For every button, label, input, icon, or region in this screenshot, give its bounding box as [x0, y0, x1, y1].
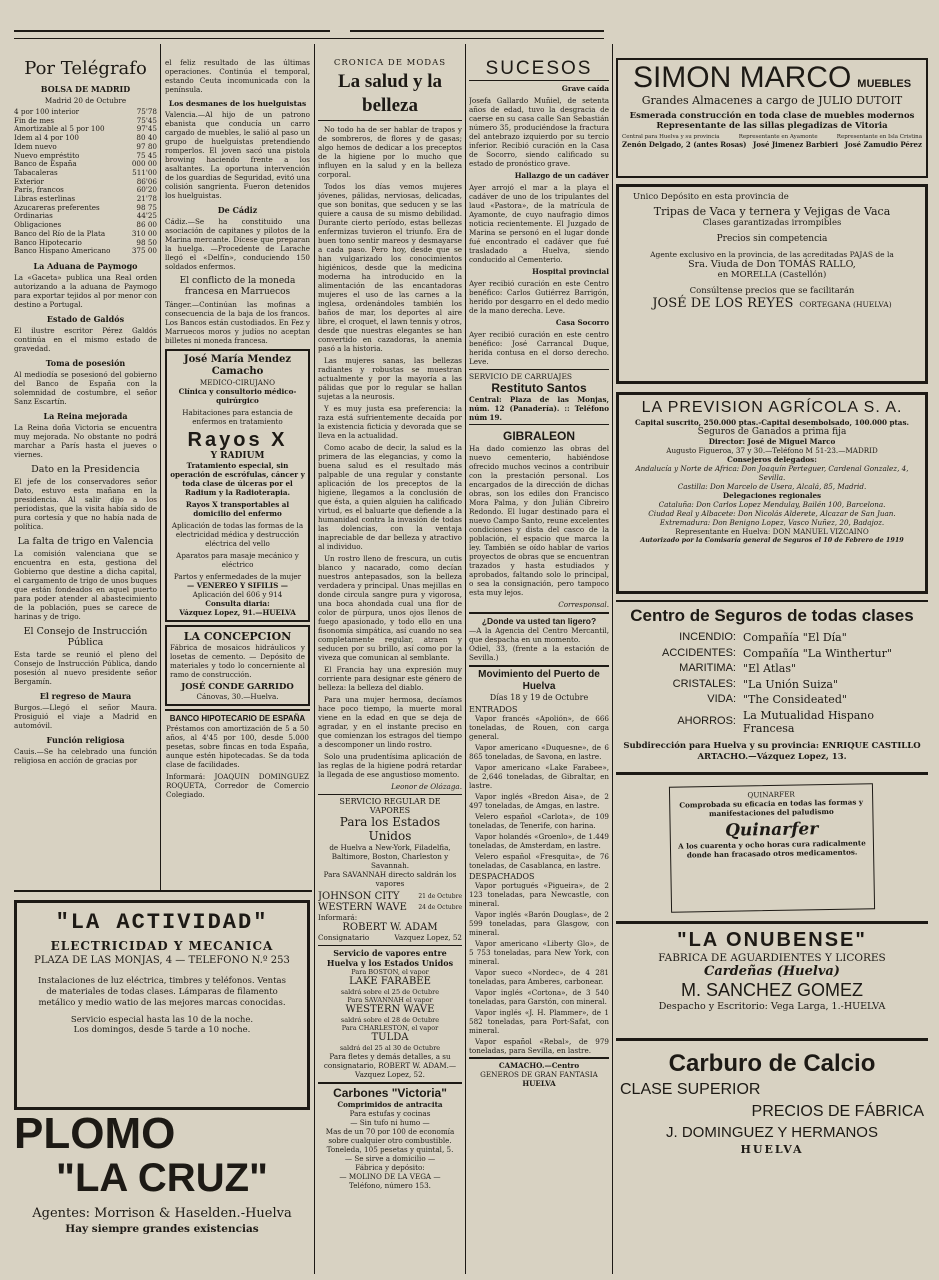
bolsa-label: París, francos [14, 185, 64, 195]
ad-line: Augusto Figueroa, 37 y 30.—Teléfono M 51-23.—MADRID [666, 446, 878, 455]
column-cronica [318, 58, 462, 1278]
signature: Corresponsal. [558, 600, 609, 609]
bolsa-value: 375 00 [131, 246, 157, 256]
bolsa-label: Libras esterlinas [14, 194, 76, 204]
ad-line: —A la Agencia del Centro Mercantil, que despacha en un momento. [469, 626, 609, 644]
port-entry: Vapor francés «Apolión», de 666 toneladas, de Rouen, con carga general. [469, 714, 609, 741]
ad-title: Centro de Seguros de todas clases [630, 606, 914, 625]
bolsa-table [14, 108, 157, 256]
bolsa-label: Exterior [14, 176, 44, 186]
bolsa-label: Idem al 4 por 100 [14, 133, 79, 143]
ad-line: Precios sin competencia [716, 234, 828, 244]
bolsa-label: Idem nuevo [14, 141, 57, 151]
paragraph: Tánger.—Continúan las mofinas a consecuencia de la baja de los francos. Los Bancos están custodiados. En Fez y Marruecos moros y judíos no aceptan billetes ni moneda francesa. [165, 300, 310, 345]
agent-role: Consignatario [318, 933, 370, 942]
ad-line: Partos y enfermedades de la mujer [173, 572, 302, 581]
headline: El Consejo de Instrucción Pública [23, 625, 148, 648]
sub-head: ENTRADOS [469, 705, 518, 714]
ad-title: "LA ACTIVIDAD" [55, 910, 269, 935]
ad-line: Extremadura: Don Benigno Lopez, Vasco Nuñez, 20, Badajoz. [659, 518, 885, 527]
ad-name: J. DOMINGUEZ Y HERMANOS [666, 1124, 878, 1141]
headline: GIBRALEON [503, 429, 575, 443]
ad-big-sub: Y RADIUM [210, 451, 265, 461]
col-divider-2 [314, 44, 315, 1274]
ship-line: Para SAVANNAH el vapor [347, 996, 433, 1004]
bolsa-value: 97'45 [136, 124, 157, 134]
ship-list [318, 968, 462, 1052]
bolsa-label: Ordinarias [14, 211, 53, 221]
article-body [318, 125, 462, 779]
top-rule [14, 30, 330, 32]
ship-name: WESTERN WAVE [318, 902, 407, 913]
agent-name: ROBERT W. ADAM [342, 922, 438, 933]
insurance-company: Compañía "La Winthertur" [743, 646, 892, 660]
bolsa-value: 98 75 [136, 202, 157, 212]
bolsa-label: Banco Hispano Americano [14, 246, 111, 256]
paragraph: Ayer arrojó el mar a la playa el cadáver de uno de los tripulantes del laud «Pastora», de la matrícula de Ayamonte, de cuyo naufragio dimos noticia recientemente. El Juzgado de Marina se personó en el lugar donde fué encontrado el cadáver que fué trasladado a Huelva, siendo conducido al Cementerio. [469, 183, 609, 264]
ad-title: Carbones "Victoria" [333, 1086, 447, 1100]
headline: Grave caída [561, 84, 609, 93]
ad-line: Subdirección para Huelva y su provincia: ENRIQUE CASTILLO ARTACHO.—Vázquez Lopez, 13. [623, 740, 921, 762]
insurance-row [622, 692, 922, 708]
ship-line: TULDA [371, 1032, 409, 1043]
ad-line: Los domingos, desde 5 tarde a 10 noche. [73, 1025, 251, 1035]
ad-centro-mercantil [469, 612, 609, 662]
bolsa-value: 44'25 [136, 211, 157, 221]
column-sucesos [469, 58, 609, 1278]
insurance-company: "La Unión Suiza" [743, 677, 839, 691]
paragraph: La comisión valenciana que se encuentra en esta, gestiona del Gobierno que destine a dicha capital, el cargamento de trigo de unos buques que están fondeados en aquel puerto para poder atender al abastecimiento de la población, pues se carece de harinas y de trigo. [14, 548, 157, 621]
ad-carburo [616, 1047, 928, 1177]
ad-address: Despacho y Escritorio: Vega Larga, 1.-HUELVA [658, 1001, 886, 1012]
paragraph: Ayer recibió curación en este Centro benéfico: Carlos Gutiérrez Barrigón, herido por desgarro en el dedo medio de la mano derecha. Leve. [469, 279, 609, 315]
ad-line: Representante de las sillas plegadizas de Vitoria [656, 121, 888, 131]
headline: Casa Socorro [555, 318, 609, 327]
port-entry: Vapor portugués «Pigueira», de 2 123 toneladas, para Newcastle, con mineral. [469, 881, 609, 908]
ad-line: Préstamos con amortización de 5 a 50 años, al 4'45 por 100, desde 5.000 pesetas, sobre fincas en toda España, aunque estén hipotecadas. Se da toda clase de facilidades. [166, 724, 309, 769]
port-entry: Vapor español «Rebal», de 979 toneladas, para Sevilla, en lastre. [469, 1037, 609, 1055]
ad-line: Hay siempre grandes existencias [65, 1223, 259, 1235]
ad-side: MUEBLES [857, 78, 912, 90]
insurance-row [622, 677, 922, 693]
bolsa-value: 98 50 [136, 237, 157, 247]
ad-line: ELECTRICIDAD Y MECANICA [50, 939, 274, 953]
ad-line: Fábrica de mosaicos hidráulicos y losetas de cemento. — Depósito de materiales y todo lo concerniente al ramo de construcción. [170, 643, 305, 679]
ship-line: saldrá del 25 al 30 de Octubre [339, 1044, 441, 1052]
ad-line: Castilla: Don Marcelo de Usera, Alcalá, 85, Madrid. [677, 482, 867, 491]
bolsa-label: Azucareras preferentes [14, 202, 100, 212]
paragraph: Solo una prudentísima aplicación de las reglas de la higiene podrá retardar la llegada de ese angustioso momento. [318, 752, 462, 779]
ad-line: Ciudad Real y Albacete: Don Nicolás Alderete, Alcazar de San Juan. [648, 509, 896, 518]
ad-line: de Huelva a New-York, Filadelfia, Baltimore, Boston, Charleston y Savannah. [329, 843, 451, 870]
rep-name: José Zamudio Pérez [844, 140, 922, 149]
paragraph: La «Gaceta» publica una Real orden autorizando a la aduana de Paymogo para exportar tejidos al por menor con destino a Portugal. [14, 272, 157, 309]
ad-line: Informará: JOAQUIN DOMINGUEZ ROQUETA, Corredor de Comercio Colegiado. [166, 772, 309, 799]
ad-title: SIMON MARCO [632, 61, 852, 94]
puerto-section [469, 665, 609, 1055]
top-rule-3 [14, 38, 604, 39]
ship-line: WESTERN WAVE [345, 1004, 435, 1015]
bottom-rule [14, 890, 312, 892]
bolsa-value: 310 00 [131, 228, 157, 238]
ad-line: Delegaciones regionales [722, 491, 822, 500]
ship-name: JOHNSON CITY [318, 891, 400, 902]
ad-carruajes [469, 369, 609, 425]
ad-tripas [616, 184, 928, 384]
ad-title: LA PREVISION AGRÍCOLA S. A. [641, 399, 903, 416]
ad-line: — MOLINO DE LA VEGA — [339, 1172, 441, 1181]
ship-line: Para CHARLESTON, el vapor [341, 1024, 439, 1032]
ad-line: Sra. Viuda de Don TOMÁS RALLO, [688, 259, 856, 270]
bolsa-label: Banco de España [14, 159, 77, 169]
paragraph: Todos los días vemos mujeres jóvenes, pálidas, nerviosas, delicadas, que son bonitas, que seducen y se las quiere a causa de su mismo debilidad. Durante cierto período, estas bellezas enfermizas tuvieron el triunfo. Era de buen tono sentir mareos y desmayarse a cada paso. Pero hoy, desde que se han vulgarizado los conocimientos higiénicos, desde que la medicina moderna ha introducido en la alimentación de las encantadoras mujeres el uso de las carnes a la inglesa, ordenándoles también los baños de mar, los deportes al aire libre, el croquet, el lawn tennis y otros, desde que nuestras elegantes se han convertido en cazadoras, la anemia pasó a la historia. [318, 182, 462, 353]
paragraph: Cauis.—Se ha celebrado una función religiosa en acción de gracias por [14, 746, 157, 765]
ad-line: Toneleda, 105 pesetas y quintal, 5. [326, 1145, 454, 1154]
paragraph: Y es muy justa esa preferencia: la raza está sufrientemente decaída por la existencia ficticia y devorada que se lleva en la actualidad. [318, 404, 462, 440]
ad-line: PRECIOS DE FÁBRICA [751, 1103, 924, 1120]
ad-line: Consúltense precios que se facilitarán [689, 286, 855, 296]
headline: Dato en la Presidencia [31, 463, 140, 475]
paragraph: Esta tarde se reunió el pleno del Consejo de Instrucción Pública, dando posesión al nuevo presidente señor Bergamín. [14, 649, 157, 686]
headline: Toma de posesión [45, 357, 126, 368]
col-divider-4 [612, 44, 613, 1274]
ad-name: JOSÉ DE LOS REYES [652, 296, 794, 311]
ad-camacho [469, 1057, 609, 1088]
insurance-type: MARITIMA: [679, 662, 736, 674]
signature: Leonor de Olózaga. [391, 782, 462, 791]
insurance-company: La Mutualidad Hispano Francesa [743, 708, 875, 735]
ad-simon-marco [616, 58, 928, 178]
paragraph: Al mediodía se posesionó del gobierno del Banco de España con la solemnidad de costumbre, el señor Sanz Escartín. [14, 369, 157, 406]
bolsa-label: 4 por 100 interior [14, 107, 80, 116]
ad-title: LA CONCEPCION [183, 630, 292, 643]
section-title: Por Telégrafo [24, 58, 147, 79]
insurance-type: INCENDIO: [679, 631, 736, 643]
ad-line: Aparatos para masaje mecánico y eléctrico [176, 551, 299, 569]
ad-title: "LA ONUBENSE" [677, 929, 867, 951]
col-divider-3 [465, 44, 466, 1274]
ad-line: Para fletes y demás detalles, a su consignatario, ROBERT W. ADAM.—Vazquez Lopez, 52. [323, 1052, 457, 1079]
ad-title: Tripas de Vaca y ternera y Vejigas de Vaca [653, 205, 891, 218]
ad-title-2: "LA CRUZ" [56, 1156, 268, 1200]
ad-city: HUELVA [740, 1143, 804, 1156]
entries-list [469, 714, 609, 870]
ad-line: Capital suscrito, 250.000 ptas.-Capital desembolsado, 100.000 ptas. [634, 418, 910, 427]
paragraph: El ilustre escritor Pérez Galdós continúa en el mismo estado de gravedad. [14, 325, 157, 353]
port-entry: Vapor inglés «Bredon Aisa», de 2 497 toneladas, de Amgas, en lastre. [469, 792, 609, 810]
port-entry: Vapor sueco «Nordec», de 4 281 toneladas, para Amberes, carbonear. [469, 968, 609, 986]
ad-line: Agentes: Morrison & Haselden.-Huelva [32, 1206, 292, 1221]
port-entry: Velero español «Carlota», de 109 toneladas, de Tenerife, con harina. [469, 812, 609, 830]
ad-line: Tratamiento especial, sin operación de escrófulas, cáncer y toda clase de úlceras por el Radium y la Radioterapia. [170, 461, 305, 497]
bolsa-label: Amortizable al 5 por 100 [14, 124, 105, 134]
headline: Hallazgo de un cadáver [514, 171, 609, 180]
bolsa-value: 86'06 [136, 176, 157, 186]
paragraph: La Reina doña Victoria se encuentra muy mejorada. No obstante no podrá marchar a París hasta el jueves o viernes. [14, 422, 157, 459]
ad-name-row [633, 296, 911, 311]
article-title: La salud y la belleza [318, 70, 462, 121]
ship-date: 24 de Octubre [418, 904, 462, 911]
ad-line: Rayos X transportables al domicilio del enfermo [185, 500, 290, 518]
ad-line: Consejeros delegados: [727, 455, 817, 464]
ship-line: saldrá sobre el 28 de Octubre [340, 1016, 440, 1024]
paragraph: Ayer recibió curación en este centro benéfico: José Carrancal Duque, herida contusa en el dorso derecho. Leve. [469, 330, 609, 366]
ad-line: Aplicación de todas las formas de la electricidad médica y destrucción eléctrica del vello [171, 521, 304, 548]
column-news-2 [165, 58, 310, 890]
ad-centro-seguros [616, 600, 928, 775]
ad-mendez-camacho [165, 349, 310, 622]
bolsa-label: Banco Hipotecario [14, 237, 82, 247]
insurance-type: ACCIDENTES: [662, 646, 736, 659]
paragraph: Como acabo de decir, la salud es la primera de las elegancias, y como la buena salud es el resultado más palpable de una regular y constante aplicación de los preceptos de la higiene, llegamos a la conclusión de que ésta, a quien alguien ha calificado virtud, es el baluarte que defiende a la humanidad contra la invasión de todas las dolencias, con la ventaja inapreciable de dar belleza y atractivo al individuo. [318, 443, 462, 551]
ad-head: SERVICIO REGULAR DE VAPORES [339, 797, 441, 815]
insurance-type: VIDA: [707, 693, 736, 705]
bolsa-date: Madrid 20 de Octubre [44, 96, 127, 105]
column-telegrafo [14, 58, 157, 890]
port-entry: Vapor americano «Liberty Glo», de 5 753 toneladas, para New York, con mineral. [469, 939, 609, 966]
headline: La Aduana de Paymogo [33, 260, 138, 271]
ad-plomo-la-cruz [14, 1112, 310, 1262]
ad-line: Instalaciones de luz eléctrica, timbres y teléfonos. Ventas de materiales de todas clases. Lámparas de filamento metálico y medio watio de las mejores marcas conocidas. [38, 976, 286, 1008]
ad-line: Odiel, 33, (frente a la estación de Sevilla.) [469, 644, 609, 662]
ad-head: SERVICIO DE CARRUAJES [469, 372, 573, 381]
bolsa-label: Banco del Río de la Plata [14, 228, 106, 238]
paragraph: Las mujeres sanas, las bellezas radiantes y robustas se muestran actualmente y por la mayoría a las pálidas que por lo regular se hallan sujetas a la neurosis. [318, 356, 462, 401]
paragraph: Cádiz.—Se ha constituido una asociación de capitanes y pilotos de la Marina mercante. Dícese que preparan la huelga. —Procedente de Larache llegó el «Delfín», conduciendo 150 soldados enfermos. [165, 217, 310, 271]
ad-banco-hipotecario [165, 709, 310, 805]
headline: De Cádiz [217, 205, 258, 215]
paragraph: Ha dado comienzo las obras del nuevo cementerio, habiéndose ofrecido muchos vecinos a contribuir con la prestación personal. Los encargados de la dirección de dichas obras, son los ediles don Francisco Mora Palma, y don Julián Cibreiro Redondo. El lugar destinado para el nuevo Campo Santo, reune excelentes condiciones y dista del casco de la población, el espacio que marca la ley. También se oído hablar de varios proyectos de obras que se encuentran trazados y hasta estudiados y aprobados, faltando solo lo principal, o sea la consignación, pero tampoco esta muy lejos. [469, 444, 609, 597]
ad-title: Restituto Santos [491, 381, 587, 395]
bolsa-row [14, 247, 157, 256]
ad-line: Andalucía y Norte de Africa: Don Joaquín Perteguer, Cardenal Gonzalez, 4, Sevilla. [635, 464, 909, 482]
ad-line: en MORELLA (Castellón) [717, 270, 827, 280]
dispatch-list [469, 881, 609, 1055]
ad-line: Esmerada construcción en toda clase de muebles modernos [629, 111, 915, 121]
port-entry: Vapor americano «Duquesne», de 6 865 toneladas, de Savona, en lastre. [469, 743, 609, 761]
rep-name: José Jimenez Barbieri [753, 140, 839, 149]
sub-head: DESPACHADOS [469, 872, 535, 881]
bolsa-title: BOLSA DE MADRID [40, 84, 131, 94]
headline: Hospital provincial [532, 267, 609, 276]
ad-title: PLOMO [14, 1112, 176, 1158]
insurance-row [622, 661, 922, 677]
bolsa-value: 86 00 [136, 220, 157, 230]
bolsa-value: 75'45 [136, 115, 157, 125]
rep-label: Representante en Isla Cristina [836, 134, 922, 140]
paragraph: El jefe de los conservadores señor Dato, estuvo esta mañana en la presidencia. Al salir dijo a los periodistas, que la visita había sido de pura cortesía y que no había nada de política. [14, 476, 157, 531]
ad-line: Unico Depósito en esta provincia de [633, 192, 789, 202]
ad-line: Cataluña: Don Carlos Lopez Mendulay, Bailén 100, Barcelona. [658, 500, 886, 509]
ad-la-onubense [616, 921, 928, 1041]
ad-line: — Se sirve a domicilio — [344, 1154, 436, 1163]
ad-line: Central: Plaza de las Monjas, núm. 12 (Panadería). :: Teléfono núm 19. [469, 395, 609, 422]
headline: El regreso de Maura [39, 690, 132, 701]
port-entry: Vapor inglés «Barón Douglas», de 2 599 toneladas, para Glasgow, con mineral. [469, 910, 609, 937]
paragraph: Un rostro lleno de frescura, un cutis blanco y nacarado, como decían nuestros antepasados, son la belleza verdadera y principal. Unas mejillas en donde circula sangre pura y vigorosa, una boca ahondada cual una flor de color de púrpura, unos ojos llenos de fuego apasionado, y todo ello en una fisonomía simpática, así cuando no sea completamente regular, atraen y seducen por su brillo, así como por la viveza que comunican al semblante. [318, 554, 462, 662]
col-divider-1 [160, 44, 161, 890]
insurance-company: Compañía "El Día" [743, 631, 847, 644]
ad-line: Cardeñas (Huelva) [704, 964, 840, 979]
ad-address: Cánovas, 30.—Huelva. [196, 692, 279, 701]
ad-name: JOSÉ CONDE GARRIDO [181, 682, 294, 692]
ad-place: CORTEGANA (HUELVA) [799, 300, 892, 309]
paragraph: No todo ha de ser hablar de trapos y de sombreros, de flores y de gasas; algo hemos de dedicar a los preceptos de la higiene por lo mucho que influyen en la salud y en la belleza corporal. [318, 125, 462, 179]
ad-line: PLAZA DE LAS MONJAS, 4 — TELEFONO N.º 253 [34, 955, 290, 966]
bolsa-value: 21'78 [136, 194, 157, 204]
ad-name: M. SANCHEZ GOMEZ [680, 980, 863, 1000]
ad-line: Servicio especial hasta las 10 de la noche. [70, 1015, 254, 1025]
ad-line: Para SAVANNAH directo saldrán los vapores [323, 870, 457, 888]
bolsa-value: 75'78 [136, 107, 157, 116]
ad-line: Autorizado por la Comisaría general de Seguros el 10 de Febrero de 1919 [640, 536, 904, 544]
ad-line: Representante en Huelva: DON MANUEL VIZCAINO [675, 527, 869, 536]
ad-line: CAMACHO.—Centro [498, 1061, 580, 1070]
ad-line: Para estufas y cocinas [349, 1109, 431, 1118]
insurance-company: "El Atlas" [743, 662, 797, 675]
insurance-type: AHORROS: [677, 715, 736, 728]
paragraph: Para una mujer hermosa, decíamos hace poco tiempo, la muerte moral viene en la edad en que se deja de agradar, y en el instante preciso en que comienzan los estragos del tiempo a descomponer un lindo rostro. [318, 695, 462, 749]
rep-names [622, 140, 922, 149]
section-date: Días 18 y 19 de Octubre [489, 693, 589, 702]
bolsa-value: 80 40 [136, 133, 157, 143]
ship-row [318, 891, 462, 902]
insurance-row [622, 708, 922, 737]
ship-row [318, 902, 462, 913]
port-entry: Vapor inglés «Cortona», de 3 540 toneladas, para Garstón, con mineral. [469, 988, 609, 1006]
section-title: SUCESOS [469, 58, 609, 81]
paragraph: el feliz resultado de las últimas operaciones. Continúa el temporal, estando Ceuta incomunicada con la península. [165, 58, 310, 94]
ad-la-actividad [14, 900, 310, 1110]
ad-line: Seguros de Ganados a prima fija [697, 427, 847, 437]
rep-label: Representante en Ayamonte [738, 134, 818, 140]
paragraph: Valencia.—Al hijo de un patrono ebanista que conducía un carro cargado de muebles, le salió al paso un grupo de huelguistas pretendiendo romperlos. El joven sacó una pistola browing haciendo frente a los asaltantes. La oportuna intervención de los guardias de Seguridad, evitó una colisión sangrienta. Fueron detenidos los huelguistas. [165, 110, 310, 200]
ad-subtitle: Grandes Almacenes a cargo de JULIO DUTOIT [641, 94, 903, 107]
ad-line: Agente exclusivo en la provincia, de las acreditadas PAJAS de la [650, 250, 894, 259]
ad-quinarfer [669, 783, 875, 913]
ad-title: Servicio de vapores entre Huelva y los Estados Unidos [326, 948, 454, 968]
section-title: Movimiento del Puerto de Huelva [478, 669, 600, 692]
insurance-row [622, 646, 922, 662]
bolsa-label: Fin de mes [14, 115, 55, 125]
bolsa-value: 000 00 [131, 159, 157, 169]
ad-line: Director: José de Miguel Marco [708, 437, 836, 446]
ad-line: Habitaciones para estancia de enfermos en tratamiento [182, 408, 293, 426]
insurance-type: CRISTALES: [672, 677, 736, 690]
ad-line: Aplicación del 606 y 914 [192, 590, 283, 599]
ship-line: Para BOSTON, el vapor [351, 968, 429, 976]
ad-carbones [318, 1082, 462, 1190]
agent-row [318, 933, 462, 945]
ad-name: José María Mendez Camacho [183, 354, 292, 377]
bolsa-label: Nuevo empréstito [14, 150, 80, 160]
insurance-table [622, 630, 922, 737]
rep-name: Zenón Delgado, 2 (antes Rosas) [622, 140, 747, 149]
ship-line: LAKE FARABEE [349, 976, 431, 987]
top-rule-2 [350, 30, 604, 32]
ad-title: BANCO HIPOTECARIO DE ESPAÑA [169, 714, 306, 723]
bolsa-value: 97 80 [136, 141, 157, 151]
headline: El conflicto de la moneda francesa en Marruecos [179, 276, 296, 297]
headline: La Reina mejorada [43, 410, 128, 421]
bolsa-value: 511'00 [132, 167, 157, 177]
port-entry: Vapor americano «Lake Farabee», de 2,646 toneladas, de Gibraltar, en lastre. [469, 763, 609, 790]
bolsa-value: 75 45 [136, 150, 157, 160]
paragraph: El Francia hay una expresión muy corriente para designar este género de belleza: la belleza del diablo. [318, 665, 462, 692]
headline: Los desmanes de los huelguistas [168, 99, 307, 108]
agent-address: Vazquez Lopez, 52 [394, 933, 462, 942]
ad-line: — Sin tufo ni humo — [350, 1118, 430, 1127]
ad-line: GENEROS DE GRAN FANTASIA [480, 1070, 598, 1079]
ad-line: QUINARFER [747, 789, 795, 800]
ship-line: saldrá sobre el 25 de Octubre [340, 988, 440, 996]
ad-servicio-vapores [318, 794, 462, 945]
ad-line: Comprobada su eficacia en todas las formas y manifestaciones del paludismo [679, 797, 864, 819]
port-entry: Vapor holandés «Groenlo», de 1.449 toneladas, de Amsterdam, en lastre. [469, 832, 609, 850]
rep-label: Central para Huelva y su provincia [622, 134, 720, 140]
ad-big-title: Rayos X [187, 429, 288, 451]
ad-title-row [622, 62, 922, 94]
ad-line: Informará: [318, 913, 358, 922]
bolsa-label: Obligaciones [14, 220, 62, 230]
ad-title: Para los Estados Unidos [339, 815, 441, 843]
bolsa-value: 60'20 [136, 185, 157, 195]
kicker: CRONICA DE MODAS [333, 58, 447, 68]
ad-line: Clases garantizadas irrompibles [702, 218, 842, 228]
ad-line: FABRICA DE AGUARDIENTES Y LICORES [658, 952, 886, 964]
ad-subtitle: MEDICO-CIRUJANO [199, 378, 276, 387]
ship-date: 21 de Octubre [418, 893, 462, 900]
ad-line: Consulta diaria: [205, 599, 270, 608]
port-entry: Velero español «Fresquita», de 76 toneladas, de Casablanca, en lastre. [469, 852, 609, 870]
ad-line: Mas de un 70 por 100 de economía sobre cualquier otro combustible. [325, 1127, 455, 1145]
bolsa-label: Tabacaleras [14, 167, 58, 177]
headline: Función religiosa [46, 734, 125, 745]
ad-title: ¿Donde va usted tan ligero? [481, 616, 597, 626]
ad-la-concepcion [165, 625, 310, 706]
paragraph: Josefa Gallardo Muñiel, de setenta años de edad, tuvo la desgracia de caerse en su casa calle San Sebastián número 35, produciéndose la fractura del antebrazo izquierdo por su tercio inferior. Recibió curación en la Casa de Socorro, siendo calificado su estado de pronóstico grave. [469, 96, 609, 168]
ad-servicio-eeuu [318, 945, 462, 1079]
column-ads [616, 58, 928, 1276]
ad-line: Teléfono, número 153. [349, 1181, 431, 1190]
ad-line: — VENEREO Y SIFILIS — [187, 581, 288, 590]
ad-prevision-agricola [616, 392, 928, 594]
ad-address: Vázquez Lopez, 91.—HUELVA [179, 608, 296, 617]
headline: Estado de Galdós [46, 313, 125, 324]
ad-line: A los cuarenta y ocho horas cura radicalmente donde han fracasado otros medicamentos. [678, 838, 866, 860]
port-entry: Vapor inglés «J. H. Plammer», de 1 582 toneladas, para Port-Safat, con mineral. [469, 1008, 609, 1035]
insurance-company: "The Consideated" [743, 693, 847, 706]
ad-title: Carburo de Calcio [668, 1050, 876, 1077]
ad-line: Fábrica y depósito: [355, 1163, 425, 1172]
insurance-row [622, 630, 922, 646]
paragraph: Burgos.—Llegó el señor Maura. Prosiguió el viaje a Madrid en automóvil. [14, 702, 157, 730]
ad-line: CLASE SUPERIOR [620, 1081, 761, 1098]
ad-line: HUELVA [522, 1079, 556, 1088]
ad-line: Clínica y consultorio médico-quirúrgico [178, 387, 297, 405]
ad-title: Quinarfer [724, 819, 819, 841]
headline: La falta de trigo en Valencia [17, 535, 154, 547]
ad-line: Comprimidos de antracita [337, 1100, 443, 1109]
